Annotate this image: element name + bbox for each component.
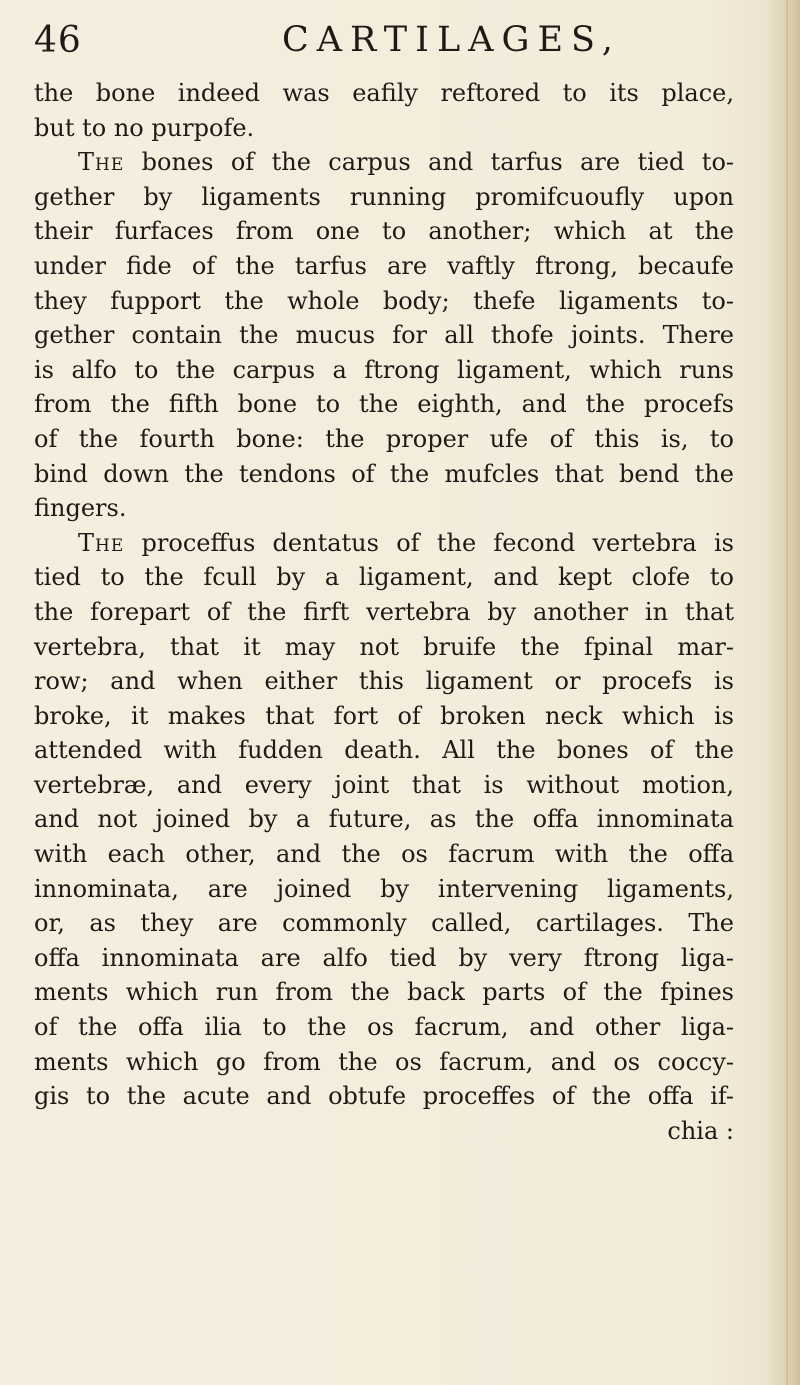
running-head: CARTILAGES, <box>282 20 621 60</box>
text-line: the bone indeed was eafily reftored to its place, <box>34 79 734 107</box>
text-line: but to no purpofe. <box>34 113 255 142</box>
text-line: attended with fudden death. All the bones of the <box>34 736 734 765</box>
text-line: under fide of the tarfus are vaftly ftrong, becaufe <box>34 251 734 280</box>
text-line: ments which go from the os facrum, and os coccy- <box>34 1047 734 1076</box>
text-line: fingers. <box>34 494 127 523</box>
text-line: from the fifth bone to the eighth, and the procefs <box>34 390 734 419</box>
body-text <box>34 76 734 1148</box>
text-line: gether contain the mucus for all thofe joints. There <box>34 321 734 350</box>
binding-edge <box>786 0 788 1385</box>
text-line: they fupport the whole body; thefe ligaments to- <box>34 286 734 315</box>
text-line: their furfaces from one to another; which at the <box>34 217 734 246</box>
text-line: ments which run from the back parts of the fpines <box>34 978 734 1007</box>
text-line: with each other, and the os facrum with the offa <box>34 840 734 869</box>
text-line: vertebræ, and every joint that is without motion, <box>34 770 734 799</box>
page-header <box>34 14 774 60</box>
text-line: tied to the fcull by a ligament, and kept clofe to <box>34 563 734 592</box>
text-line: the forepart of the firft vertebra by another in that <box>34 597 734 626</box>
catchword-line: chia : <box>667 1116 734 1145</box>
text-line: offa innominata are alfo tied by very ftrong liga- <box>34 943 734 972</box>
text-line: bind down the tendons of the mufcles that bend the <box>34 459 734 488</box>
text-line: row; and when either this ligament or procefs is <box>34 667 734 696</box>
text-line: of the offa ilia to the os facrum, and other liga- <box>34 1013 734 1042</box>
text-line: and not joined by a future, as the offa innominata <box>34 805 734 834</box>
text-line: broke, it makes that fort of broken neck which is <box>34 701 734 730</box>
paragraph-start-line: The proceffus dentatus of the fecond vertebra is <box>78 528 734 557</box>
page-number: 46 <box>34 20 82 61</box>
text-line: is alfo to the carpus a ftrong ligament, which runs <box>34 355 734 384</box>
paragraph-start-line: The bones of the carpus and tarfus are tied to- <box>78 148 734 177</box>
page-gutter <box>766 0 800 1385</box>
text-line: of the fourth bone: the proper ufe of this is, to <box>34 424 734 453</box>
text-line: innominata, are joined by intervening ligaments, <box>34 874 734 903</box>
text-line: or, as they are commonly called, cartilages. The <box>34 909 734 938</box>
text-line: gether by ligaments running promifcuoufly upon <box>34 182 734 211</box>
text-line: gis to the acute and obtufe proceffes of the offa if- <box>34 1082 734 1111</box>
text-line: vertebra, that it may not bruife the fpinal mar- <box>34 632 734 661</box>
